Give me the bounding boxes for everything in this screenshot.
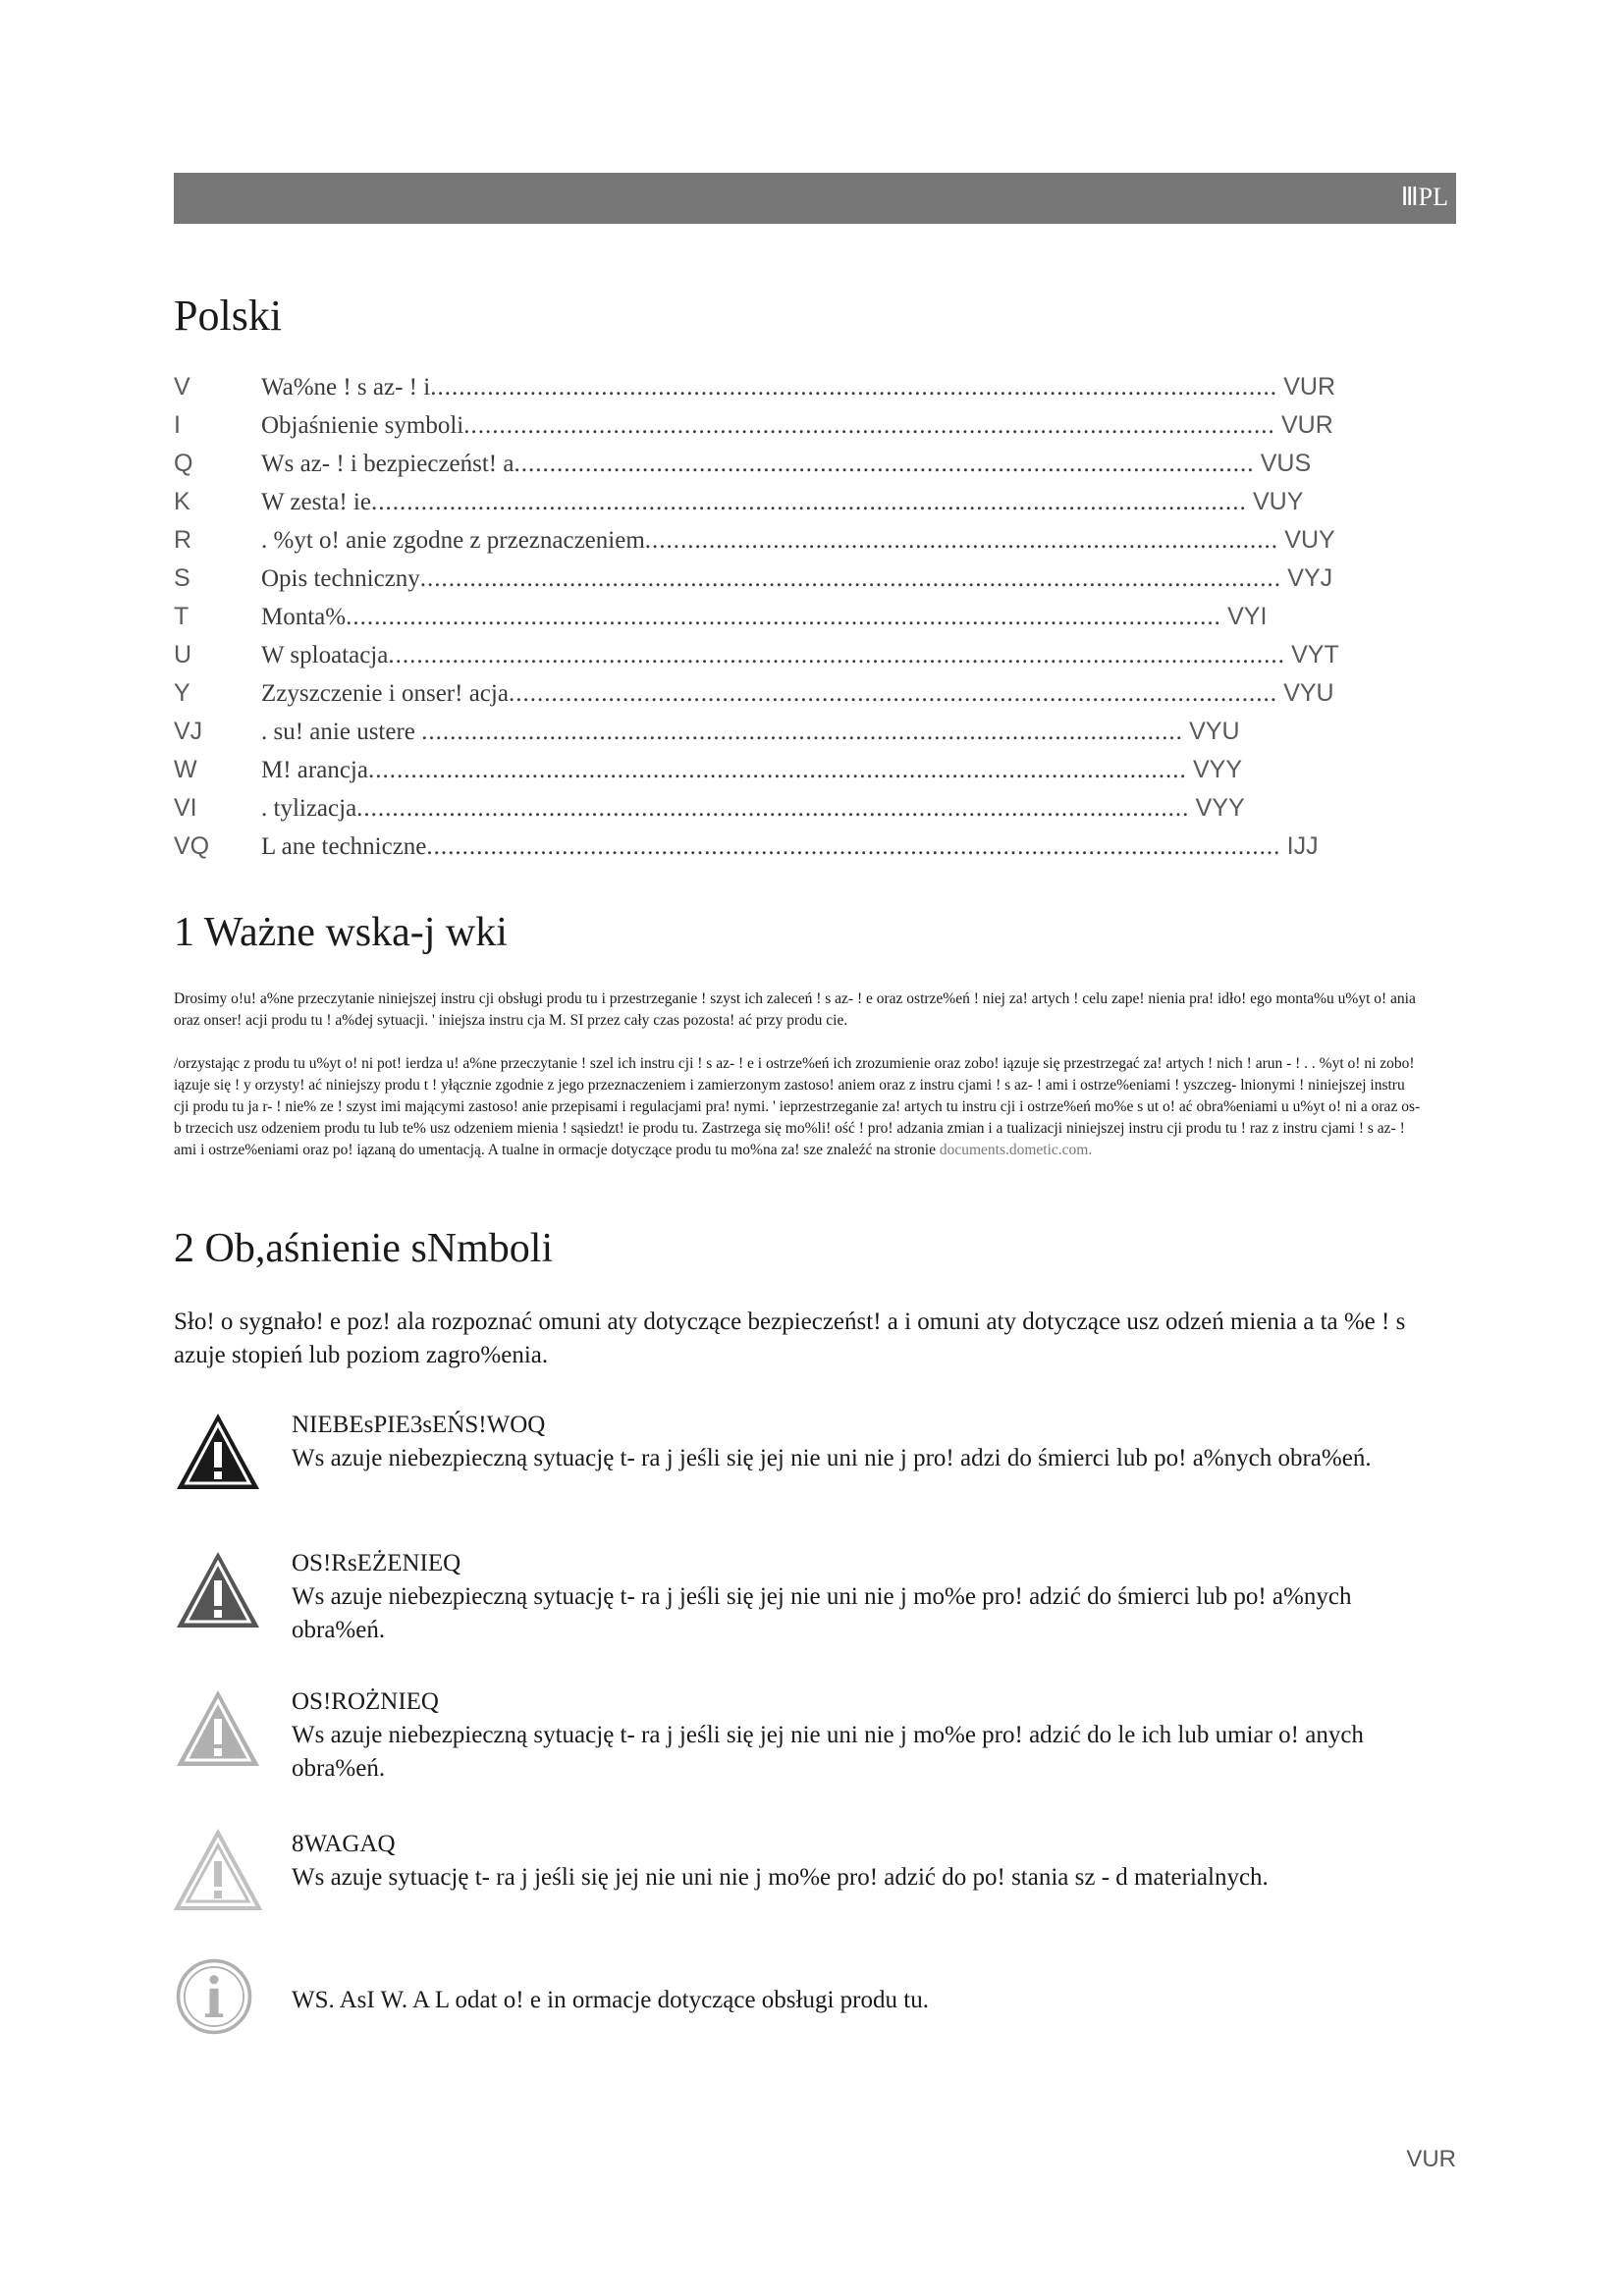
info-icon: [174, 1956, 254, 2037]
toc-entry-number: VQ: [174, 832, 210, 860]
section-1-heading: 1 Ważne wska-j wki: [174, 910, 508, 955]
toc-entry-title: W zesta! ie: [261, 489, 371, 515]
toc-entry-line: [261, 488, 1303, 516]
toc-entry-leader: .........................................................................................................................: [419, 565, 1282, 592]
section-2-heading: 2 Ob,aśnienie sNmboli: [174, 1226, 554, 1271]
toc-entry[interactable]: [174, 679, 1352, 718]
toc-entry-title: L ane techniczne: [261, 833, 427, 860]
warning-description: Ws azuje niebezpieczną sytuację t- ra j jeśli się jej nie uni nie j mo%e pro! adzić do śmierci lub po! a%nych obra%eń.: [292, 1583, 1352, 1643]
documents-link[interactable]: documents.dometic.com.: [939, 1142, 1093, 1158]
toc-entry-number: T: [174, 603, 189, 630]
danger-description: Ws azuje niebezpieczną sytuację t- ra j jeśli się jej nie uni nie j pro! adzi do śmierci lub po! a%nych obra%eń.: [292, 1445, 1372, 1471]
toc-entry-line: [261, 603, 1267, 631]
section-1-paragraph-1: Drosimy o!u! a%ne przeczytanie niniejszej instru cji obsługi produ tu i przestrzeganie ! szyst ich zaleceń ! s az- ! e oraz ostrze%eń ! niej za! artych ! celu zape! nienia pra! idło! ego monta%u u%yt o! ania oraz onser! acji produ tu ! a%dej sytuacji. ' iniejsza instru cja M. SI przez cały czas pozosta! ać przy produ cie.: [174, 990, 1416, 1029]
language-code: ⅢPL: [1400, 183, 1448, 211]
toc-entry-page: VYT: [1291, 641, 1339, 668]
toc-entry-title: Opis techniczny: [261, 565, 420, 592]
notice-title: 8WAGAQ: [292, 1831, 396, 1857]
language-heading: Polski: [174, 292, 283, 340]
notice-icon: [174, 1828, 262, 1916]
toc-entry-number: S: [174, 564, 190, 592]
toc-entry-leader: ........................................................................................................: [514, 451, 1255, 477]
toc-entry[interactable]: [174, 488, 1352, 526]
toc-entry[interactable]: [174, 641, 1352, 679]
danger-title: NIEBEsPIE3sEŃS!WOQ: [292, 1412, 546, 1438]
toc-entry-leader: ...........................................................................................................: [421, 719, 1183, 745]
toc-entry-line: [261, 756, 1242, 784]
toc-entry-line: [261, 564, 1332, 593]
page-number: VUR: [1406, 2146, 1456, 2172]
toc-entry-line: [261, 373, 1335, 401]
toc-entry-page: VUR: [1283, 373, 1336, 400]
toc-entry-line: [261, 526, 1335, 555]
toc-entry-number: R: [174, 526, 192, 554]
header-bar: [174, 173, 1456, 224]
toc-entry[interactable]: [174, 718, 1352, 756]
toc-entry-line: [261, 832, 1319, 861]
toc-entry-number: W: [174, 756, 197, 783]
toc-entry-line: [261, 450, 1311, 478]
toc-entry-title: . %yt o! anie zgodne z przeznaczeniem: [261, 527, 645, 554]
toc-entry-number: Q: [174, 450, 193, 477]
toc-entry[interactable]: [174, 564, 1352, 603]
toc-entry-line: [261, 411, 1333, 440]
toc-entry-title: Wa%ne ! s az- ! i: [261, 374, 431, 400]
toc-entry-title: Zzyszczenie i onser! acja: [261, 680, 509, 707]
toc-entry-leader: ...................................................................................................................: [367, 757, 1187, 783]
info-text: WS. AsI W. A L odat o! e in ormacje dotyczące obsługi produ tu.: [292, 1987, 929, 2013]
toc-entry[interactable]: [174, 373, 1352, 411]
toc-entry[interactable]: [174, 832, 1352, 871]
toc-entry[interactable]: [174, 450, 1352, 488]
toc-entry-page: VUR: [1280, 411, 1333, 439]
notice-description: Ws azuje sytuację t- ra j jeśli się jej nie uni nie j mo%e pro! adzić do po! stania sz - d materialnych.: [292, 1864, 1269, 1891]
toc-entry-leader: ..................................................................................................................: [463, 412, 1275, 439]
toc-entry[interactable]: [174, 526, 1352, 564]
toc-entry-title: W sploatacja: [261, 642, 389, 668]
toc-entry-line: [261, 641, 1339, 669]
table-of-contents: [174, 373, 1352, 871]
toc-entry-number: VI: [174, 794, 197, 822]
caution-icon: [174, 1685, 262, 1774]
toc-entry-title: Ws az- ! i bezpieczeńst! a: [261, 451, 514, 477]
toc-entry-leader: ..............................................................................................................................: [388, 642, 1285, 668]
toc-entry-title: Monta%: [261, 604, 347, 630]
toc-entry[interactable]: [174, 794, 1352, 832]
section-1-paragraph-2: [174, 1053, 1421, 1161]
paragraph-2-text: /orzystając z produ tu u%yt o! ni pot! ierdza u! a%ne przeczytanie ! szel ich instru cji ! s az- ! e i ostrze%eń ich zrozumienie oraz zobo! iązuje się przestrzegać za! artych ! nich ! arun - ! . . %yt o! ni zobo! iązuje się ! y orzysty! ać niniejszy produ t ! yłącznie zgodnie z jego przeznaczeniem i zamierzonym zastoso! aniem oraz z instru cjami ! s az- ! ami i ostrze%eniami ! yszczeg- lnionymi ! niniejszej instru cji produ tu ja r- ! nie% ze ! szyst imi mającymi zastoso! anie przepisami i regulacjami pra! nymi. ' ieprzestrzeganie za! artych tu instru cji i ostrze%eń mo%e s ut o! ać obra%eniami u u%yt o! ni a oraz os- b trzecich usz odzeniem produ tu lub te% usz odzeniem mienia ! sąsiedzt! ie produ tu. Zastrzega się mo%li! ość ! pro! adzania zmian i a tualizacji niniejszej instru cji produ tu ! raz z instru cjami ! s az- ! ami i ostrze%eniami oraz po! iązaną do umentacją. A tualne in ormacje dotyczące produ tu mo%na za! sze znaleźć na stronie: [174, 1055, 1421, 1158]
toc-entry-page: VYY: [1195, 794, 1245, 822]
toc-entry-title: . su! anie ustere: [261, 719, 422, 745]
toc-entry-number: V: [174, 373, 190, 400]
toc-entry-page: VYU: [1283, 679, 1334, 707]
toc-entry-line: [261, 718, 1240, 746]
toc-entry-page: VUY: [1284, 526, 1335, 554]
toc-entry-line: [261, 679, 1334, 708]
toc-entry-page: IJJ: [1286, 832, 1319, 860]
toc-entry-line: [261, 794, 1245, 823]
toc-entry-number: U: [174, 641, 192, 668]
toc-entry-page: VYJ: [1287, 564, 1333, 592]
toc-entry-number: VJ: [174, 718, 203, 745]
toc-entry[interactable]: [174, 756, 1352, 794]
warning-icon: [174, 1547, 262, 1635]
danger-icon: [174, 1409, 262, 1497]
toc-entry-leader: .......................................................................................................................: [430, 374, 1277, 400]
toc-entry-page: VYY: [1192, 756, 1242, 783]
toc-entry-title: Objaśnienie symboli: [261, 412, 464, 439]
caution-title: OS!ROŻNIEQ: [292, 1688, 439, 1715]
toc-entry-title: . tylizacja: [261, 795, 357, 822]
toc-entry-page: VUS: [1260, 450, 1312, 477]
toc-entry[interactable]: [174, 411, 1352, 450]
section-2-intro: Sło! o sygnało! e poz! ala rozpoznać omuni aty dotyczące bezpieczeńst! a i omuni aty dotyczące usz odzeń mienia a ta %e ! s azuje stopień lub poziom zagro%enia.: [174, 1308, 1406, 1368]
caution-description: Ws azuje niebezpieczną sytuację t- ra j jeśli się jej nie uni nie j mo%e pro! adzić do le ich lub umiar o! anych obra%eń.: [292, 1722, 1364, 1782]
toc-entry-number: Y: [174, 679, 190, 707]
toc-entry-leader: ...........................................................................................................................: [346, 604, 1221, 630]
toc-entry-leader: ............................................................................................................: [508, 680, 1277, 707]
toc-entry-leader: ........................................................................................................................: [426, 833, 1281, 860]
toc-entry-number: K: [174, 488, 190, 515]
toc-entry-number: I: [174, 411, 181, 439]
toc-entry-page: VYU: [1189, 718, 1240, 745]
toc-entry-leader: .........................................................................................: [644, 527, 1279, 554]
toc-entry-page: VUY: [1252, 488, 1304, 515]
toc-entry-page: VYI: [1227, 603, 1268, 630]
toc-entry[interactable]: [174, 603, 1352, 641]
toc-entry-leader: .....................................................................................................................: [356, 795, 1190, 822]
warning-title: OS!RsEŻENIEQ: [292, 1550, 461, 1576]
toc-entry-title: M! arancja: [261, 757, 368, 783]
toc-entry-leader: ...........................................................................................................................: [370, 489, 1247, 515]
